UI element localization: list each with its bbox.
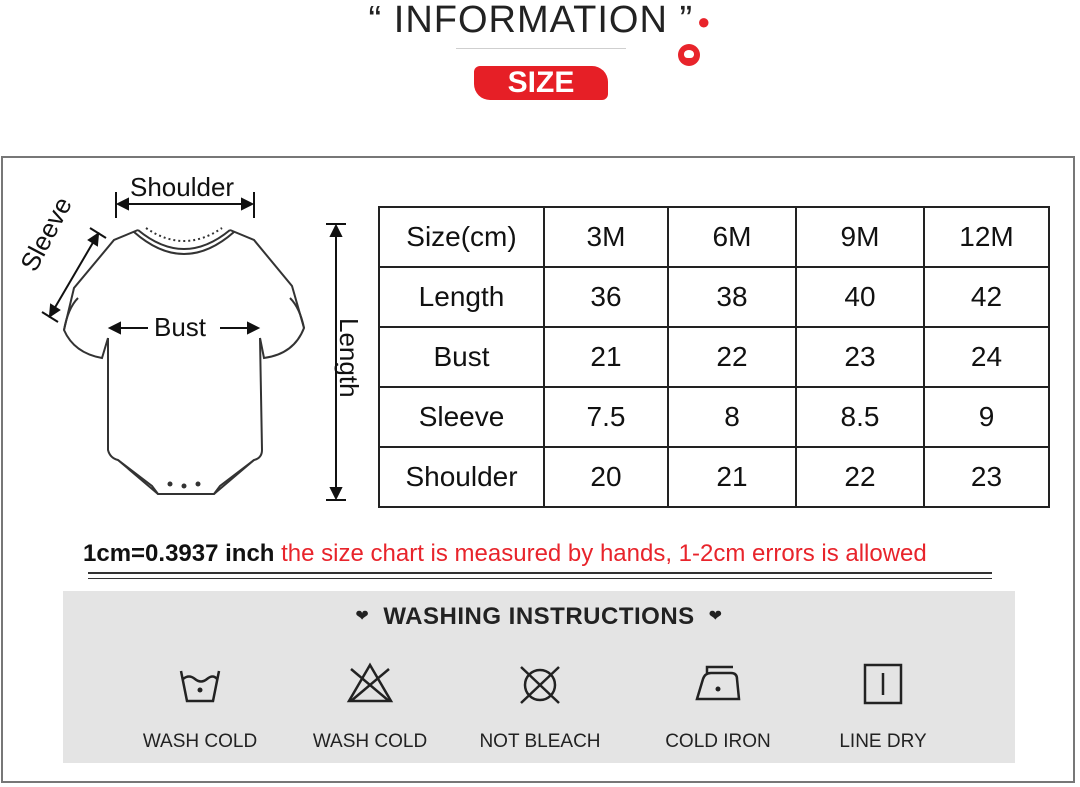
measurement-note <box>83 540 927 568</box>
note-divider <box>88 572 992 574</box>
shoulder-label: Shoulder <box>130 172 235 202</box>
table-row <box>379 447 1049 507</box>
wash-item <box>460 659 620 759</box>
table-header-cell: 9M <box>796 207 924 267</box>
table-header-cell: 3M <box>544 207 668 267</box>
washing-title <box>63 603 1015 631</box>
wash-item <box>120 659 280 759</box>
wash-item <box>290 659 450 759</box>
sleeve-label: Sleeve <box>14 191 78 277</box>
information-title-text: “ INFORMATION ” <box>368 0 694 41</box>
note-divider-thin <box>88 578 992 579</box>
table-cell: 36 <box>544 267 668 327</box>
table-cell: Shoulder <box>379 447 544 507</box>
line-dry-icon <box>858 659 908 709</box>
disclaimer-text: the size chart is measured by hands, 1-2cm errors is allowed <box>281 540 927 567</box>
table-cell: 7.5 <box>544 387 668 447</box>
table-cell: 22 <box>668 327 796 387</box>
length-label: Length <box>334 318 364 398</box>
table-cell: 8 <box>668 387 796 447</box>
wash-label: WASH COLD <box>312 731 428 752</box>
table-cell: 21 <box>668 447 796 507</box>
heart-icon: ❤ <box>708 608 723 625</box>
wash-basin-icon <box>175 659 225 709</box>
wash-label: NOT BLEACH <box>479 731 601 752</box>
crossed-triangle-icon <box>345 659 395 709</box>
crossed-circle-icon <box>515 659 565 709</box>
title-divider <box>456 48 626 49</box>
table-row <box>379 327 1049 387</box>
table-cell: 8.5 <box>796 387 924 447</box>
iron-icon <box>693 659 743 709</box>
table-header-cell: Size(cm) <box>379 207 544 267</box>
washing-title-text: WASHING INSTRUCTIONS <box>383 603 695 630</box>
table-cell: 23 <box>796 327 924 387</box>
bust-label: Bust <box>154 312 207 342</box>
information-title <box>0 0 1080 42</box>
wash-label: COLD IRON <box>665 731 771 752</box>
wash-item <box>803 659 963 759</box>
table-cell: Sleeve <box>379 387 544 447</box>
table-cell: 20 <box>544 447 668 507</box>
size-table <box>378 206 1050 508</box>
table-cell: Length <box>379 267 544 327</box>
table-cell: Bust <box>379 327 544 387</box>
table-header-row <box>379 207 1049 267</box>
table-cell: 21 <box>544 327 668 387</box>
table-row <box>379 387 1049 447</box>
conversion-text: 1cm=0.3937 inch <box>83 540 275 567</box>
table-row <box>379 267 1049 327</box>
wash-item <box>638 659 798 759</box>
table-cell: 9 <box>924 387 1049 447</box>
table-header-cell: 12M <box>924 207 1049 267</box>
wash-label: LINE DRY <box>839 731 927 752</box>
size-badge: SIZE <box>474 66 608 100</box>
table-cell: 24 <box>924 327 1049 387</box>
wash-label: WASH COLD <box>142 731 258 752</box>
table-cell: 22 <box>796 447 924 507</box>
heart-icon: ❤ <box>355 608 370 625</box>
washing-panel <box>63 591 1015 763</box>
table-cell: 42 <box>924 267 1049 327</box>
table-cell: 23 <box>924 447 1049 507</box>
table-cell: 40 <box>796 267 924 327</box>
table-cell: 38 <box>668 267 796 327</box>
red-dot-icon: ● <box>697 8 712 34</box>
heart-badge-icon <box>678 44 700 66</box>
table-header-cell: 6M <box>668 207 796 267</box>
